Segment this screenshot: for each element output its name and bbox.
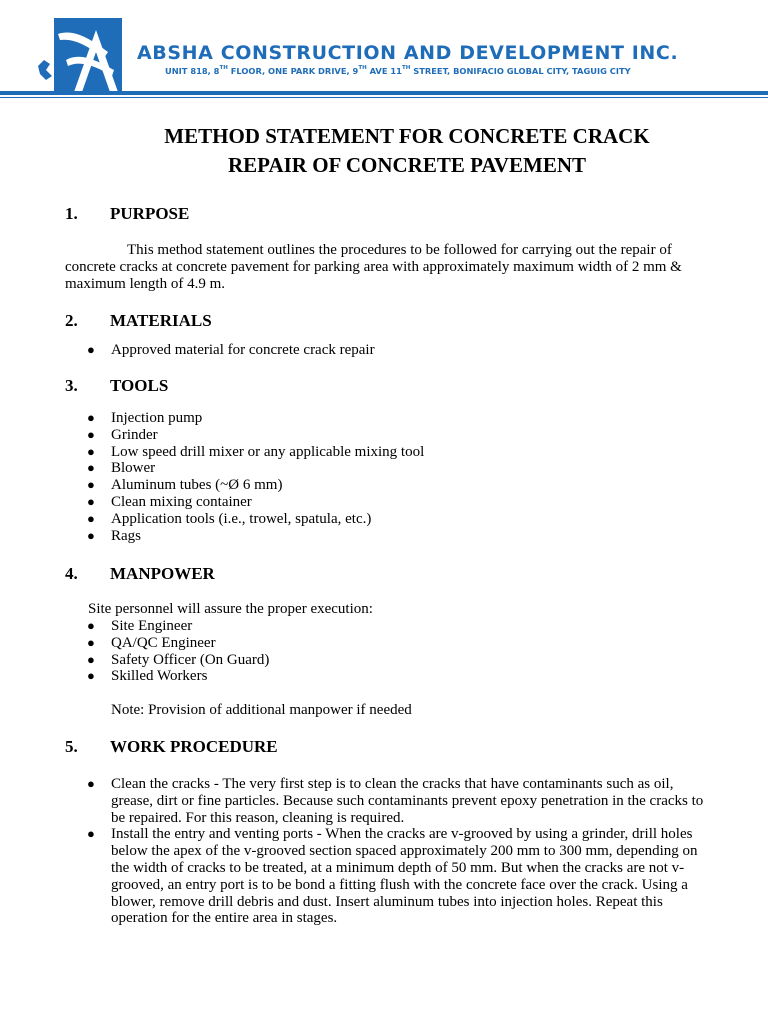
purpose-paragraph: This method statement outlines the procedures to be followed for carrying out the repair of concrete cracks at concrete pavement for parking area with approximately maximum width of 2 mm & maximum length of 4.9 m. xyxy=(65,242,682,292)
list-item: ● Clean mixing container xyxy=(87,493,252,510)
list-item: ● Safety Officer (On Guard) xyxy=(87,651,270,668)
list-item: ● Low speed drill mixer or any applicable mixing tool xyxy=(87,443,425,460)
list-item: ● Clean the cracks - The very first step is to clean the cracks that have contaminants such as oil, grease, dirt or fine particles. Because such contaminants prevent epoxy penetration in the cracks to be repaired. For this reason, cleaning is required. xyxy=(87,776,704,826)
section-heading: 1. PURPOSE xyxy=(65,204,190,223)
list-item: ● Skilled Workers xyxy=(87,668,208,685)
manpower-intro: Site personnel will assure the proper execution: xyxy=(88,601,373,617)
header-divider-thin xyxy=(0,97,768,98)
company-logo-icon xyxy=(36,18,122,92)
manpower-note: Note: Provision of additional manpower if needed xyxy=(111,702,412,719)
letterhead xyxy=(0,0,768,100)
list-item: ● Blower xyxy=(87,460,156,477)
section-manpower xyxy=(65,564,725,719)
list-item: ● Injection pump xyxy=(87,410,203,426)
company-name: ABSHA CONSTRUCTION AND DEVELOPMENT INC. xyxy=(137,42,679,64)
section-materials xyxy=(65,311,725,359)
section-heading: 4. MANPOWER xyxy=(65,564,215,583)
list-item: ● QA/QC Engineer xyxy=(87,634,216,651)
section-work-procedure xyxy=(65,737,705,927)
section-purpose xyxy=(65,204,725,293)
list-item: ● Site Engineer xyxy=(87,618,193,634)
document-title: METHOD STATEMENT FOR CONCRETE CRACK REPAIR OF CONCRETE PAVEMENT xyxy=(164,124,650,177)
list-item: ● Approved material for concrete crack repair xyxy=(87,342,375,358)
section-tools xyxy=(65,376,725,544)
section-heading: 3. TOOLS xyxy=(65,376,169,395)
list-item: ● Install the entry and venting ports - When the cracks are v-grooved by using a grinder, drill holes below the apex of the v-grooved section spaced approximately 200 mm to 300 mm, depending on the width of cracks to be treated, at a minimum depth of 50 mm. But when the cracks are not v-grooved, an entry port is to be bond a fitting flush with the concrete face over the crack. Using a blower, remove drill debris and dust. Insert aluminum tubes into injection holes. Repeat this operation for the entire area in stages. xyxy=(87,826,698,927)
list-item: ● Rags xyxy=(87,527,141,544)
list-item: ● Application tools (i.e., trowel, spatula, etc.) xyxy=(87,510,372,527)
company-address: UNIT 818, 8TH FLOOR, ONE PARK DRIVE, 9TH AVE 11TH STREET, BONIFACIO GLOBAL CITY, TAGUIG CITY xyxy=(165,65,631,76)
section-heading: 2. MATERIALS xyxy=(65,311,212,330)
list-item: ● Grinder xyxy=(87,426,158,443)
list-item: ● Aluminum tubes (~Ø 6 mm) xyxy=(87,477,283,494)
header-divider xyxy=(0,91,768,95)
section-heading: 5. WORK PROCEDURE xyxy=(65,737,278,756)
